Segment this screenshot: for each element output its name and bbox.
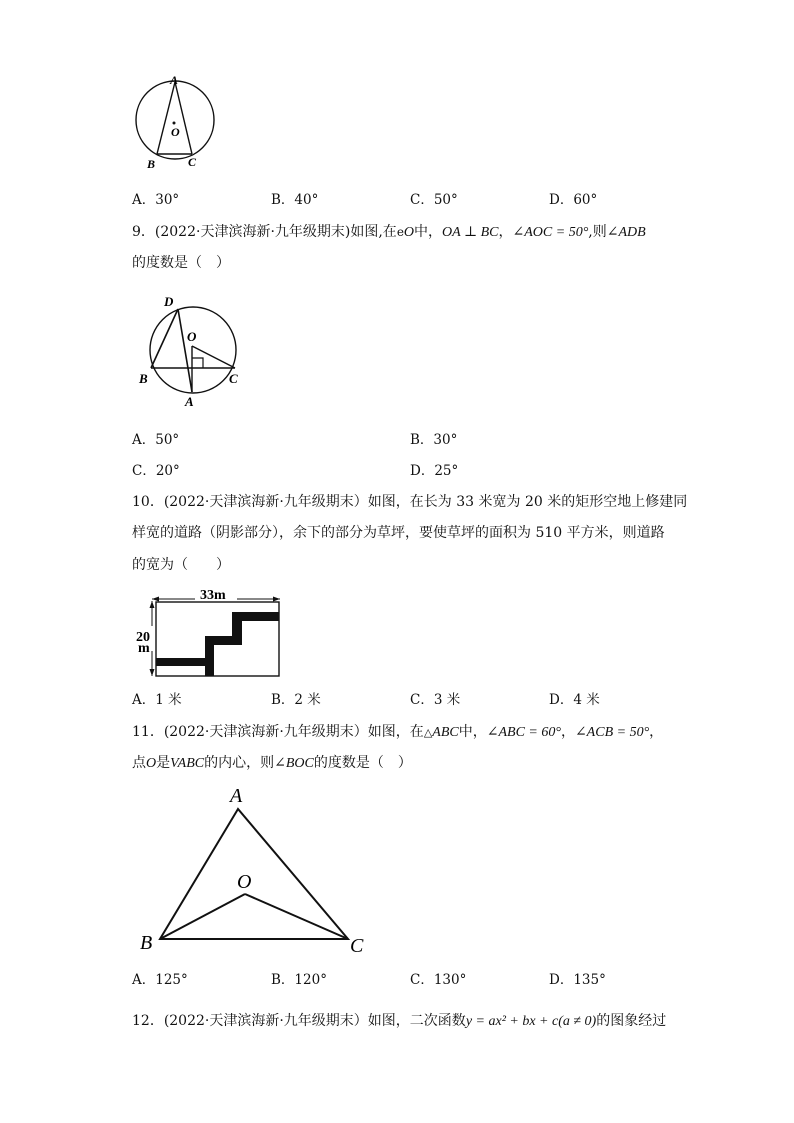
- fig8-label-b: B: [147, 157, 156, 171]
- q12-suffix: 的图象经过: [596, 1013, 667, 1029]
- q8-option-d[interactable]: D．60°: [549, 192, 598, 208]
- fig9-label-o: O: [187, 329, 197, 344]
- q9-prefix: 9．(2022·天津滨海新·九年级期末)如图,在: [132, 224, 397, 240]
- q11-triangle-symbol: △: [423, 726, 433, 739]
- q10-option-a[interactable]: A．1 米: [132, 692, 182, 708]
- q11-option-a[interactable]: A．125°: [132, 972, 188, 988]
- fig10-width-label: 33m: [200, 588, 226, 603]
- q11-line2-end: 的度数是（ ）: [313, 755, 412, 771]
- q11-end: ，: [649, 724, 664, 740]
- q11-option-d[interactable]: D．135°: [549, 972, 606, 988]
- q9-option-a[interactable]: A．50°: [132, 432, 180, 448]
- q10-stem-line3: 的宽为（ ）: [132, 557, 230, 573]
- q11-line2-mid: 是: [156, 755, 171, 771]
- q9-mid2: ,则: [588, 224, 607, 240]
- q11-line2-pre: 点: [132, 755, 146, 771]
- q10-stem-line1: 10．(2022·天津滨海新·九年级期末）如图，在长为 33 米宽为 20 米的矩形空地上修建同: [132, 494, 688, 510]
- q8-figure: [128, 72, 232, 176]
- q12-prefix: 12．(2022·天津滨海新·九年级期末）如图，二次函数: [132, 1013, 466, 1029]
- q10-option-b[interactable]: B．2 米: [271, 692, 321, 708]
- q11-prefix: 11．(2022·天津滨海新·九年级期末）如图，在: [132, 724, 424, 740]
- q9-option-c[interactable]: C．20°: [132, 463, 180, 479]
- q11-option-b[interactable]: B．120°: [271, 972, 327, 988]
- q9-stem-line1: [132, 222, 646, 243]
- fig9-label-b: B: [139, 371, 148, 386]
- fig11-label-b: B: [140, 932, 153, 954]
- fig9-label-c: C: [229, 371, 238, 386]
- fig10-height-unit: m: [138, 641, 150, 656]
- q9-option-d[interactable]: D．25°: [410, 463, 459, 479]
- q9-sep: ，: [498, 224, 513, 240]
- fig11-label-c: C: [350, 935, 364, 957]
- q8-option-b[interactable]: B．40°: [271, 192, 319, 208]
- q11-figure: [136, 780, 376, 960]
- q9-stem-line2: 的度数是（ ）: [132, 255, 230, 271]
- q10-option-c[interactable]: C．3 米: [410, 692, 461, 708]
- q9-circle-o: O: [403, 225, 415, 240]
- q11-cond1: ∠ABC = 60°: [486, 725, 561, 740]
- fig11-label-a: A: [230, 785, 243, 807]
- q10-option-d[interactable]: D．4 米: [549, 692, 600, 708]
- q11-mid: 中，: [458, 724, 487, 740]
- fig8-label-a: A: [170, 73, 179, 87]
- q11-target: ∠BOC: [274, 756, 314, 771]
- q10-figure: [132, 586, 282, 680]
- q12-stem-line1: [132, 1011, 666, 1032]
- q8-option-a[interactable]: A．30°: [132, 192, 180, 208]
- q9-cond2: ∠AOC = 50°: [512, 225, 589, 240]
- fig11-label-o: O: [237, 871, 252, 893]
- q9-cond1: OA ⊥ BC: [442, 225, 499, 240]
- q11-option-c[interactable]: C．130°: [410, 972, 467, 988]
- q12-formula: y = ax² + bx + c(a ≠ 0): [465, 1014, 597, 1029]
- q9-option-b[interactable]: B．30°: [410, 432, 458, 448]
- q11-abc: ABC: [432, 725, 459, 740]
- q10-stem-line2: 样宽的道路（阴影部分），余下的部分为草坪，要使草坪的面积为 510 平方米，则道路: [132, 525, 665, 541]
- q9-circle-symbol: e: [396, 225, 404, 239]
- fig9-label-d: D: [164, 294, 174, 309]
- fig9-label-a: A: [185, 394, 194, 409]
- fig10-height-number: 20: [136, 630, 150, 645]
- q11-sep: ，: [560, 724, 575, 740]
- q11-triangle-abc: VABC: [170, 756, 205, 771]
- q11-line2-mid2: 的内心，则: [204, 755, 275, 771]
- fig8-label-o: O: [171, 125, 180, 139]
- fig8-label-c: C: [188, 155, 197, 169]
- q11-o: O: [146, 756, 157, 771]
- q8-option-c[interactable]: C．50°: [410, 192, 458, 208]
- q9-figure: [135, 288, 255, 410]
- q9-target: ∠ADB: [606, 225, 646, 240]
- q11-stem-line1: [132, 722, 663, 743]
- q11-stem-line2: [132, 753, 412, 774]
- q11-cond2: ∠ACB = 50°: [574, 725, 650, 740]
- q9-mid1: 中，: [414, 224, 443, 240]
- fig10-road: [156, 612, 279, 676]
